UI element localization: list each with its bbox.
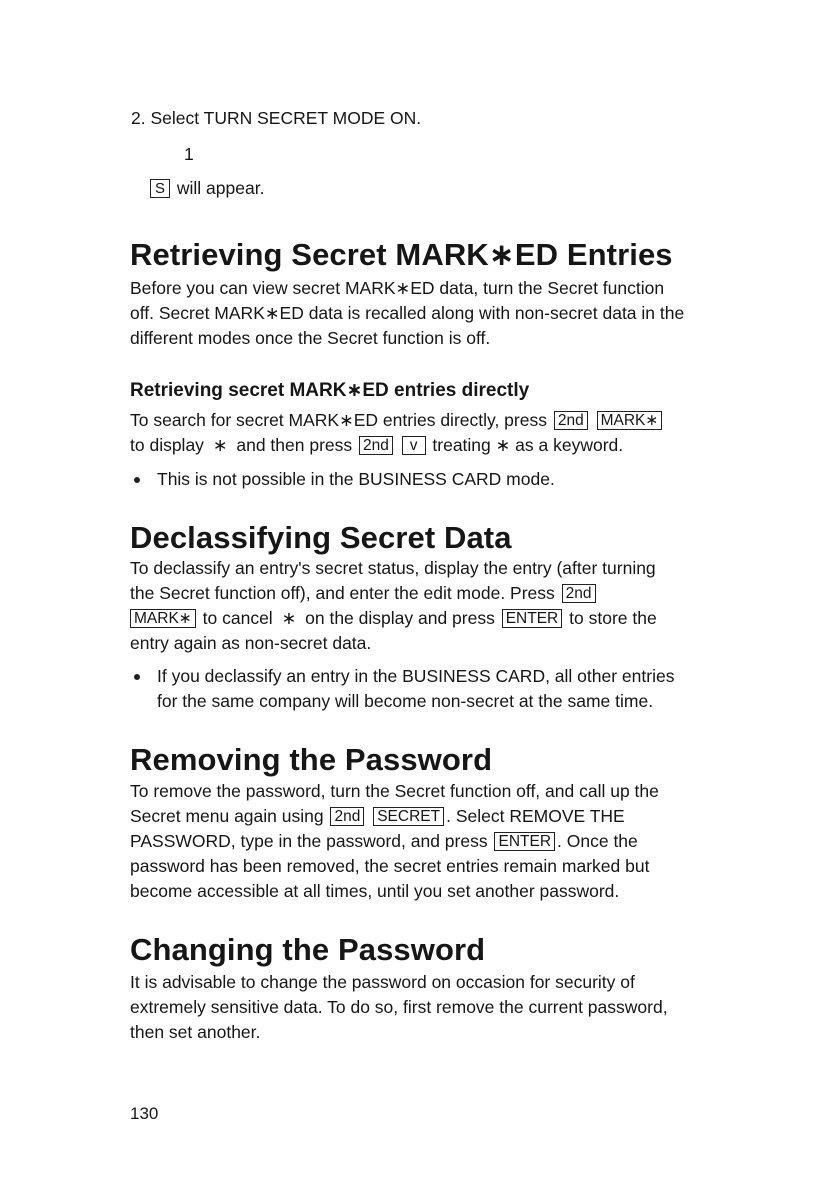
indicator-line (148, 176, 264, 201)
indicator-text: will appear. (176, 178, 265, 198)
declassify-line-3 (128, 606, 657, 631)
bullet-icon (134, 477, 140, 483)
declassify-text-3a: to cancel (202, 608, 273, 628)
retrieving-directly-line-1 (130, 408, 664, 433)
removing-line-2 (130, 804, 625, 829)
removing-text-2a: Secret menu again using (130, 806, 324, 826)
heading-changing-password: Changing the Password (130, 932, 486, 967)
heading-retrieving: Retrieving Secret MARK∗ED Entries (130, 237, 673, 272)
key-enter: ENTER (502, 609, 563, 628)
declassify-line-4: entry again as non-secret data. (130, 633, 372, 653)
removing-text-3b: . Once the (557, 831, 638, 851)
changing-line-2: extremely sensitive data. To do so, first remove the current password, (130, 997, 668, 1017)
key-2nd: 2nd (562, 584, 596, 603)
retrieving-directly-text-1: To search for secret MARK∗ED entries directly, press (130, 410, 547, 430)
removing-line-4: password has been removed, the secret entries remain marked but (130, 856, 650, 876)
heading-removing-password: Removing the Password (130, 742, 493, 777)
retrieving-bullet-text: This is not possible in the BUSINESS CARD mode. (157, 469, 555, 489)
removing-text-3a: PASSWORD, type in the password, and press (130, 831, 488, 851)
declassify-text-2: the Secret function off), and enter the edit mode. Press (130, 583, 555, 603)
key-mark: MARK∗ (597, 411, 663, 430)
removing-line-5: become accessible at all times, until you set another password. (130, 881, 620, 901)
retrieving-directly-text-2a: to display (130, 435, 204, 455)
declassify-bullet-line-1: If you declassify an entry in the BUSINESS CARD, all other entries (157, 666, 675, 686)
removing-line-1: To remove the password, turn the Secret function off, and call up the (130, 781, 659, 801)
page-number: 130 (130, 1104, 159, 1123)
retrieving-line-3: different modes once the Secret function is off. (130, 328, 491, 348)
removing-line-3 (130, 829, 638, 854)
asterisk-symbol: ∗ (212, 435, 228, 455)
asterisk-symbol: ∗ (281, 608, 297, 628)
heading-declassifying: Declassifying Secret Data (130, 520, 512, 555)
key-down-arrow-icon: v (402, 436, 426, 455)
key-mark: MARK∗ (130, 609, 196, 628)
retrieving-line-2: off. Secret MARK∗ED data is recalled along with non-secret data in the (130, 303, 685, 323)
note-number: 1 (184, 144, 194, 164)
declassify-text-3c: to store the (569, 608, 657, 628)
declassify-line-2 (130, 581, 598, 606)
declassify-bullet-line-2: for the same company will become non-secret at the same time. (157, 691, 654, 711)
changing-line-1: It is advisable to change the password on occasion for security of (130, 972, 635, 992)
secret-indicator-icon: S (150, 179, 170, 198)
key-2nd: 2nd (330, 807, 364, 826)
key-2nd: 2nd (554, 411, 588, 430)
key-enter: ENTER (494, 832, 555, 851)
bullet-icon (134, 674, 140, 680)
key-2nd: 2nd (359, 436, 393, 455)
key-secret: SECRET (373, 807, 444, 826)
retrieving-line-1: Before you can view secret MARK∗ED data, turn the Secret function (130, 278, 665, 298)
step-2-text: 2. Select TURN SECRET MODE ON. (131, 108, 422, 128)
removing-text-2b: . Select REMOVE THE (446, 806, 625, 826)
declassify-line-1: To declassify an entry's secret status, display the entry (after turning (130, 558, 656, 578)
retrieving-directly-line-2 (130, 433, 623, 458)
declassify-text-3b: on the display and press (305, 608, 495, 628)
retrieving-directly-text-2b: and then press (236, 435, 353, 455)
subheading-retrieving-directly: Retrieving secret MARK∗ED entries directly (130, 380, 530, 401)
changing-line-3: then set another. (130, 1022, 261, 1042)
retrieving-directly-text-2c: treating ∗ as a keyword. (432, 435, 624, 455)
